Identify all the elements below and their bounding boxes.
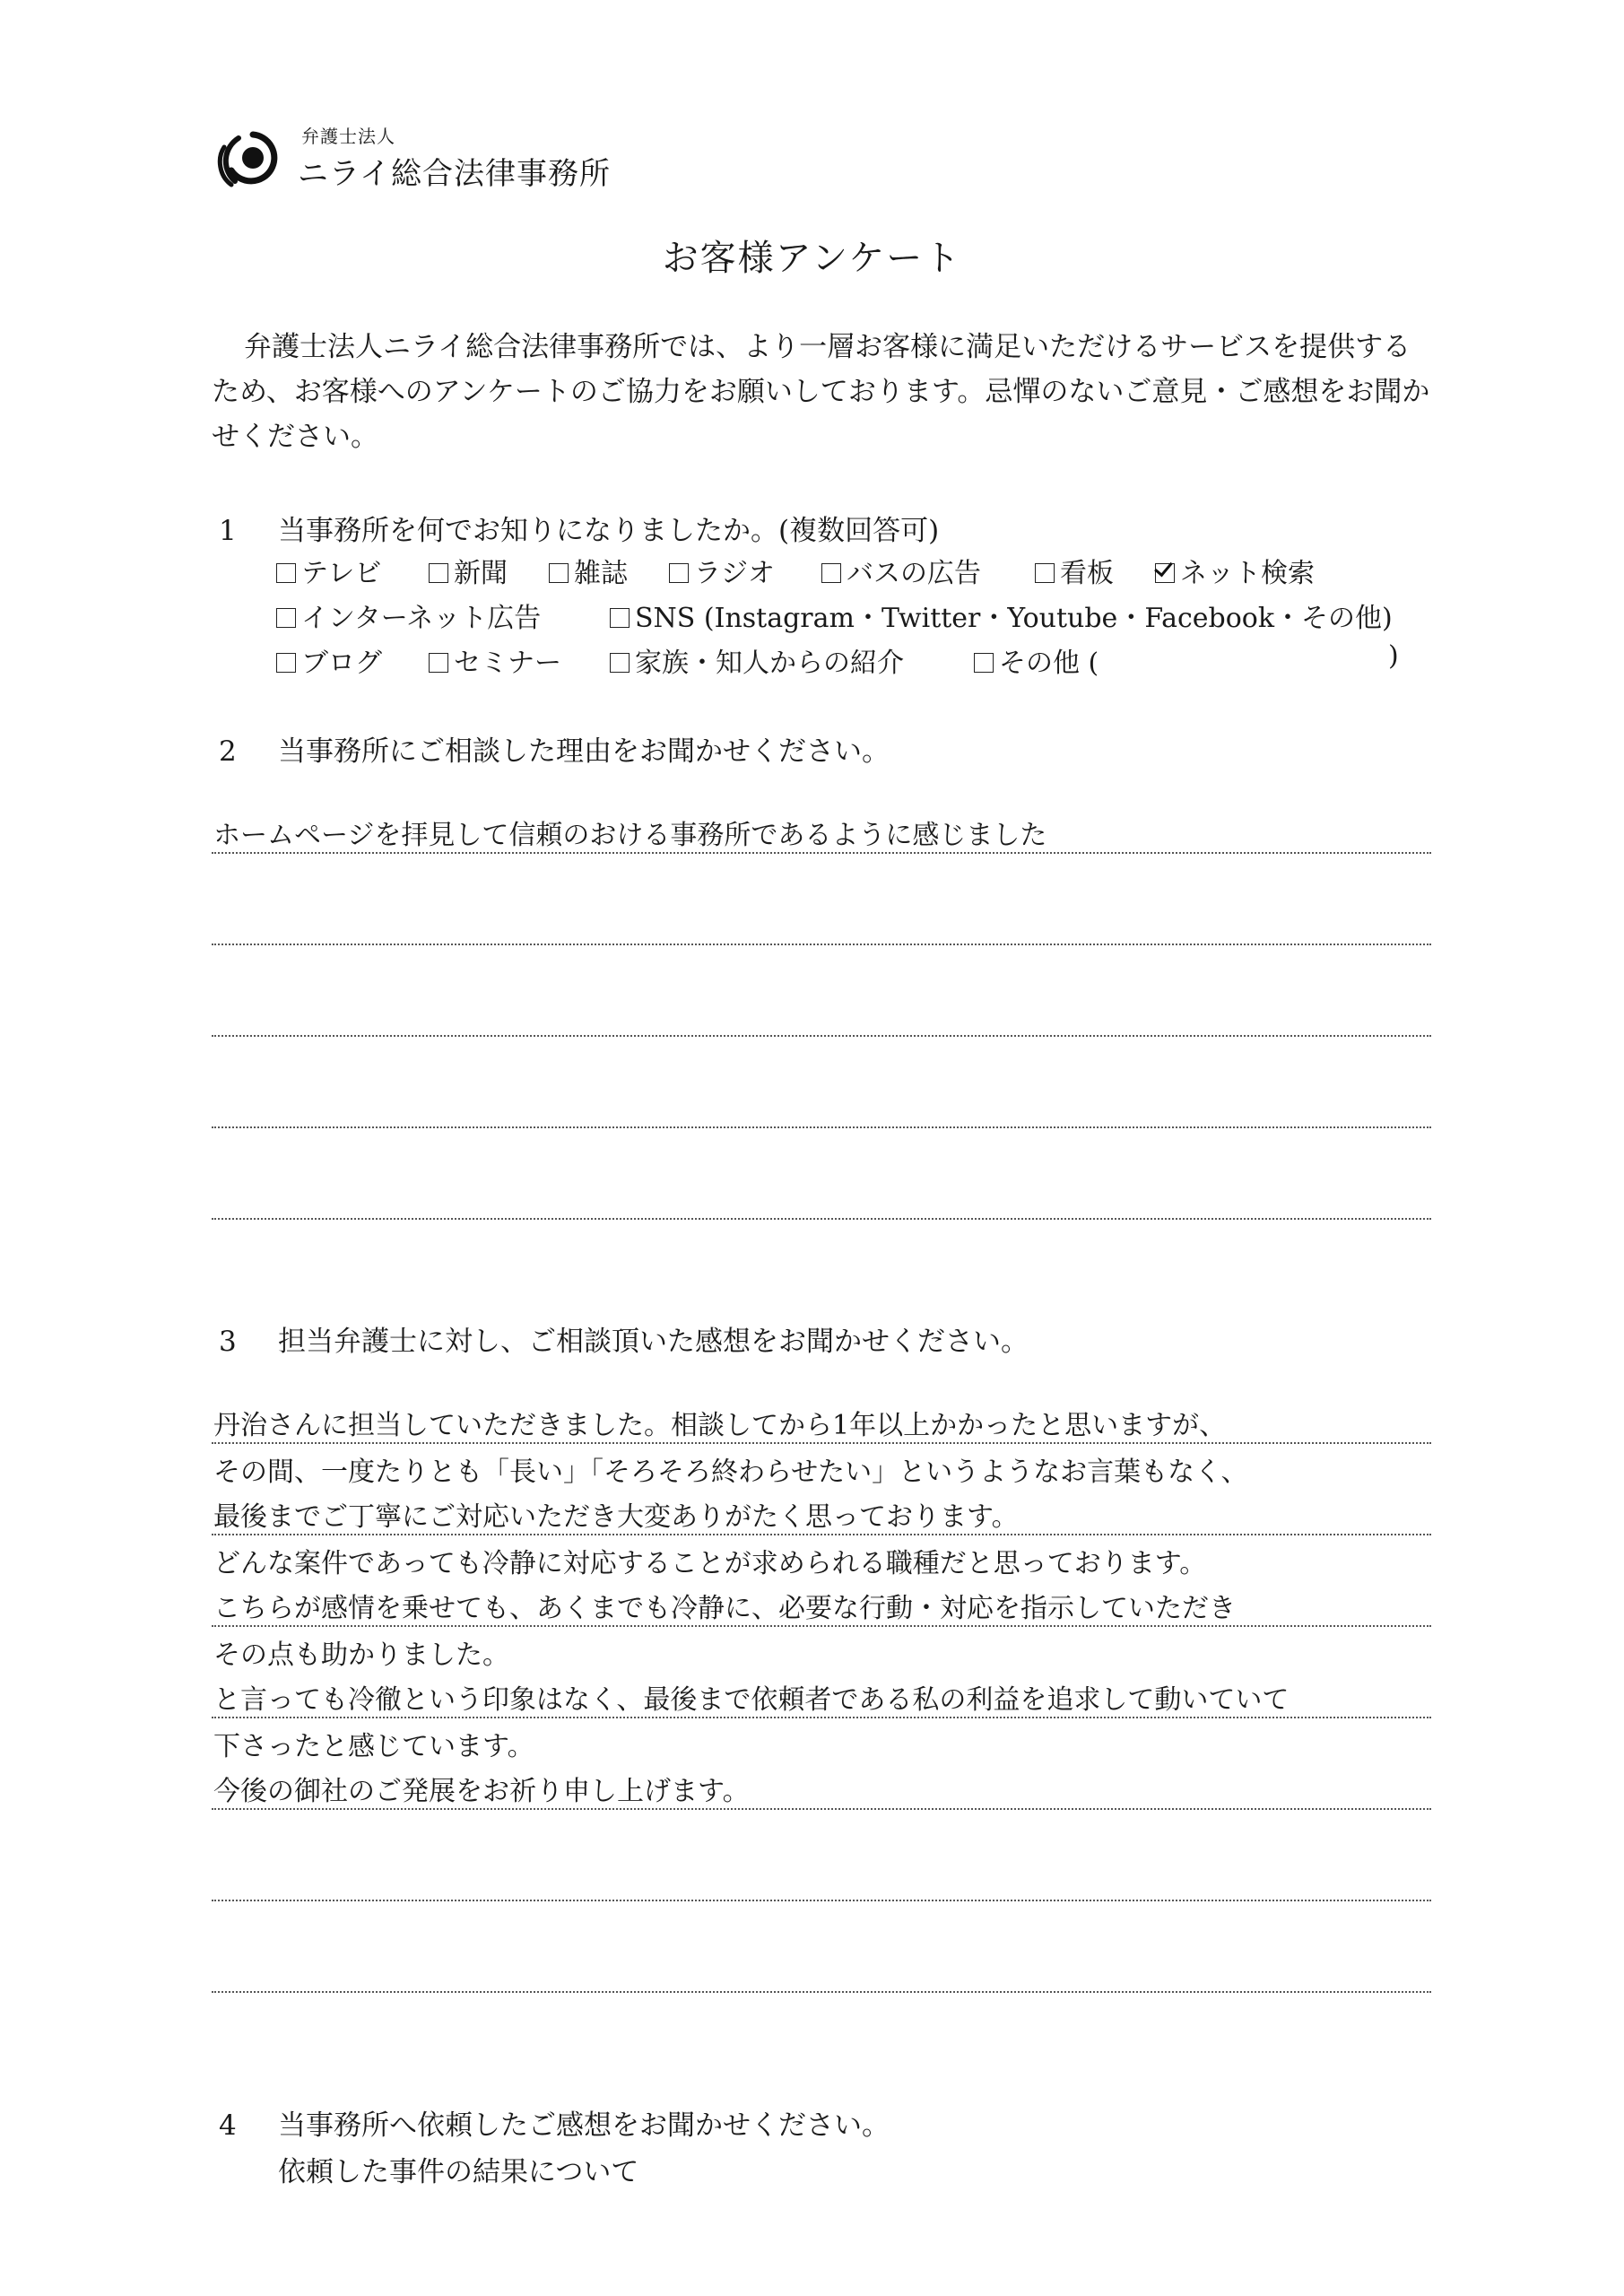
option-other[interactable]: その他 ( [974,640,1099,680]
answer-rule [212,1625,1431,1627]
option-seminar[interactable]: セミナー [429,640,561,680]
checkbox[interactable] [1035,563,1055,583]
question-3 [219,1318,1029,1359]
checkbox[interactable] [974,653,994,673]
option-radio[interactable]: ラジオ [669,551,775,590]
firm-logo-icon [212,126,287,192]
question-number: 1 [219,515,237,547]
q3-answer-line-3: 最後までご丁寧にご対応いただき大変ありがたく思っております。 [213,1501,1019,1533]
option-newspaper[interactable]: 新聞 [429,551,508,590]
checkbox[interactable] [669,563,689,583]
answer-rule [212,1442,1431,1444]
checkbox[interactable] [429,653,448,673]
question-2 [219,728,890,769]
checkbox[interactable] [549,563,569,583]
question-number: 3 [219,1326,237,1358]
q3-answer-line-1: 丹治さんに担当していただきました。相談してから1年以上かかったと思いますが、 [213,1410,1227,1441]
question-number: 2 [219,735,237,768]
option-bus-ad[interactable]: バスの広告 [821,551,981,590]
answer-rule [212,1534,1431,1535]
option-referral[interactable]: 家族・知人からの紹介 [610,640,904,680]
firm-logo [212,122,660,194]
page-title: お客様アンケート [662,238,962,279]
intro-text: 弁護士法人ニライ総合法律事務所では、より一層お客様に満足いただけるサービスを提供するため、お客様へのアンケートのご協力をお願いしております。忌憚のないご意見・ご感想をお聞かせください。 [212,331,1430,453]
answer-rule [212,944,1431,945]
checkbox[interactable] [429,563,448,583]
option-net-search[interactable]: ネット検索 [1155,551,1315,590]
question-text: 担当弁護士に対し、ご相談頂いた感想をお聞かせください。 [278,1326,1029,1358]
answer-rule [212,852,1431,854]
logo-subtitle: 弁護士法人 [301,126,395,147]
checkbox[interactable] [276,608,296,628]
question-text: 当事務所を何でお知りになりましたか。(複数回答可) [278,515,940,547]
checkbox[interactable] [821,563,841,583]
question-4 [219,2102,890,2143]
q3-answer-line-7: と言っても冷徹という印象はなく、最後まで依頼者である私の利益を追求して動いていて [213,1684,1290,1716]
q3-answer-line-5: こちらが感情を乗せても、あくまでも冷静に、必要な行動・対応を指示していただき [213,1593,1236,1624]
logo-firm-name: ニライ総合法律事務所 [298,156,611,192]
option-magazine[interactable]: 雑誌 [549,551,628,590]
checkbox[interactable] [276,563,296,583]
answer-rule [212,1126,1431,1128]
answer-rule [212,1717,1431,1718]
option-sns[interactable]: SNS (Instagram・Twitter・Youtube・Facebook・その他) [610,596,1393,635]
checkbox[interactable] [610,608,630,628]
question-1 [219,508,939,548]
q3-answer-line-4: どんな案件であっても冷静に対応することが求められる職種だと思っております。 [213,1548,1207,1579]
option-other-close: ) [1388,640,1399,672]
q3-answer-line-6: その点も助かりました。 [213,1639,509,1671]
option-signboard[interactable]: 看板 [1035,551,1114,590]
answer-rule [212,1218,1431,1220]
question-4-subtitle: 依頼した事件の結果について [278,2156,639,2188]
q3-answer-line-2: その間、一度たりとも「長い」「そろそろ終わらせたい」というようなお言葉もなく、 [213,1457,1248,1488]
checkbox[interactable] [276,653,296,673]
checkbox[interactable] [610,653,630,673]
q3-answer-line-8: 下さったと感じています。 [213,1731,534,1762]
checkbox-checked[interactable] [1155,563,1175,583]
intro-paragraph [212,325,1431,459]
question-text: 当事務所へ依頼したご感想をお聞かせください。 [278,2109,890,2142]
answer-rule [212,1991,1431,1993]
q2-answer-line-1: ホームページを拝見して信頼のおける事務所であるように感じました [213,820,1047,851]
q3-answer-line-9: 今後の御社のご発展をお祈り申し上げます。 [213,1776,750,1807]
option-internet-ad[interactable]: インターネット広告 [276,596,541,635]
option-tv[interactable]: テレビ [276,551,381,590]
question-number: 4 [219,2109,237,2142]
question-text: 当事務所にご相談した理由をお聞かせください。 [278,735,890,768]
answer-rule [212,1808,1431,1810]
answer-rule [212,1900,1431,1901]
answer-rule [212,1035,1431,1037]
option-blog[interactable]: ブログ [276,640,382,680]
